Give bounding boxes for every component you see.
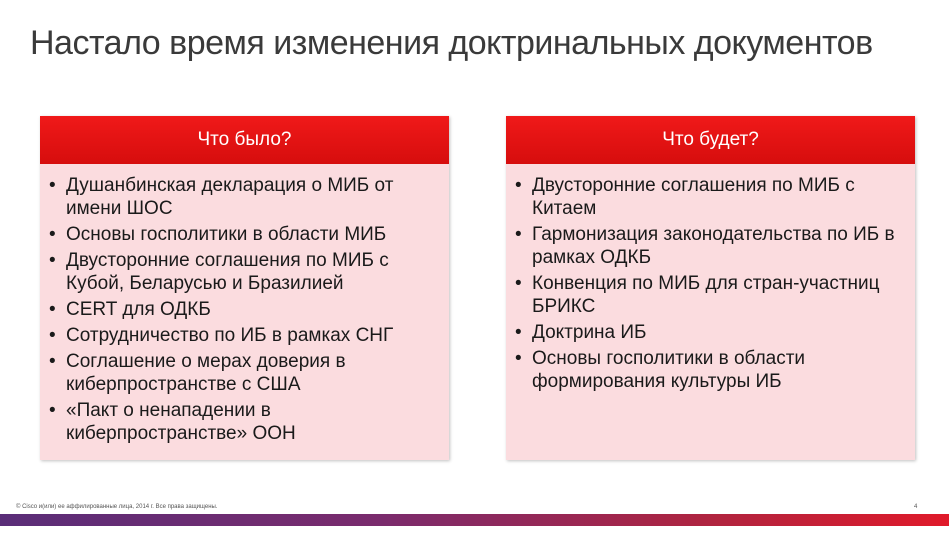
slide-title: Настало время изменения доктринальных документов [30, 24, 873, 62]
footer-copyright: © Cisco и(или) ее аффилированные лица, 2014 г. Все права защищены. [16, 504, 218, 510]
panel-was-list [40, 164, 449, 445]
list-item: • «Пакт о ненападении в киберпространстве» ООН [66, 399, 439, 445]
list-item: • Двусторонние соглашения по МИБ с Китаем [532, 174, 905, 220]
list-item: • Гармонизация законодательства по ИБ в рамках ОДКБ [532, 223, 905, 269]
panel-was [40, 116, 449, 460]
list-item: • Сотрудничество по ИБ в рамках СНГ [66, 324, 439, 347]
list-item: • CERT для ОДКБ [66, 298, 439, 321]
footer-gradient-bar [0, 514, 949, 526]
list-item: • Основы госполитики в области МИБ [66, 223, 439, 246]
page-number: 4 [914, 504, 918, 510]
list-item: • Доктрина ИБ [532, 321, 905, 344]
panel-was-header: Что было? [40, 116, 449, 164]
panel-will-be [506, 116, 915, 460]
list-item: • Конвенция по МИБ для стран-участниц БРИКС [532, 272, 905, 318]
list-item: • Душанбинская декларация о МИБ от имени ШОС [66, 174, 439, 220]
panel-will-be-header: Что будет? [506, 116, 915, 164]
panel-will-be-list [506, 164, 915, 393]
list-item: • Двусторонние соглашения по МИБ с Кубой, Беларусью и Бразилией [66, 249, 439, 295]
list-item: • Основы госполитики в области формирования культуры ИБ [532, 347, 905, 393]
list-item: • Соглашение о мерах доверия в киберпространстве с США [66, 350, 439, 396]
